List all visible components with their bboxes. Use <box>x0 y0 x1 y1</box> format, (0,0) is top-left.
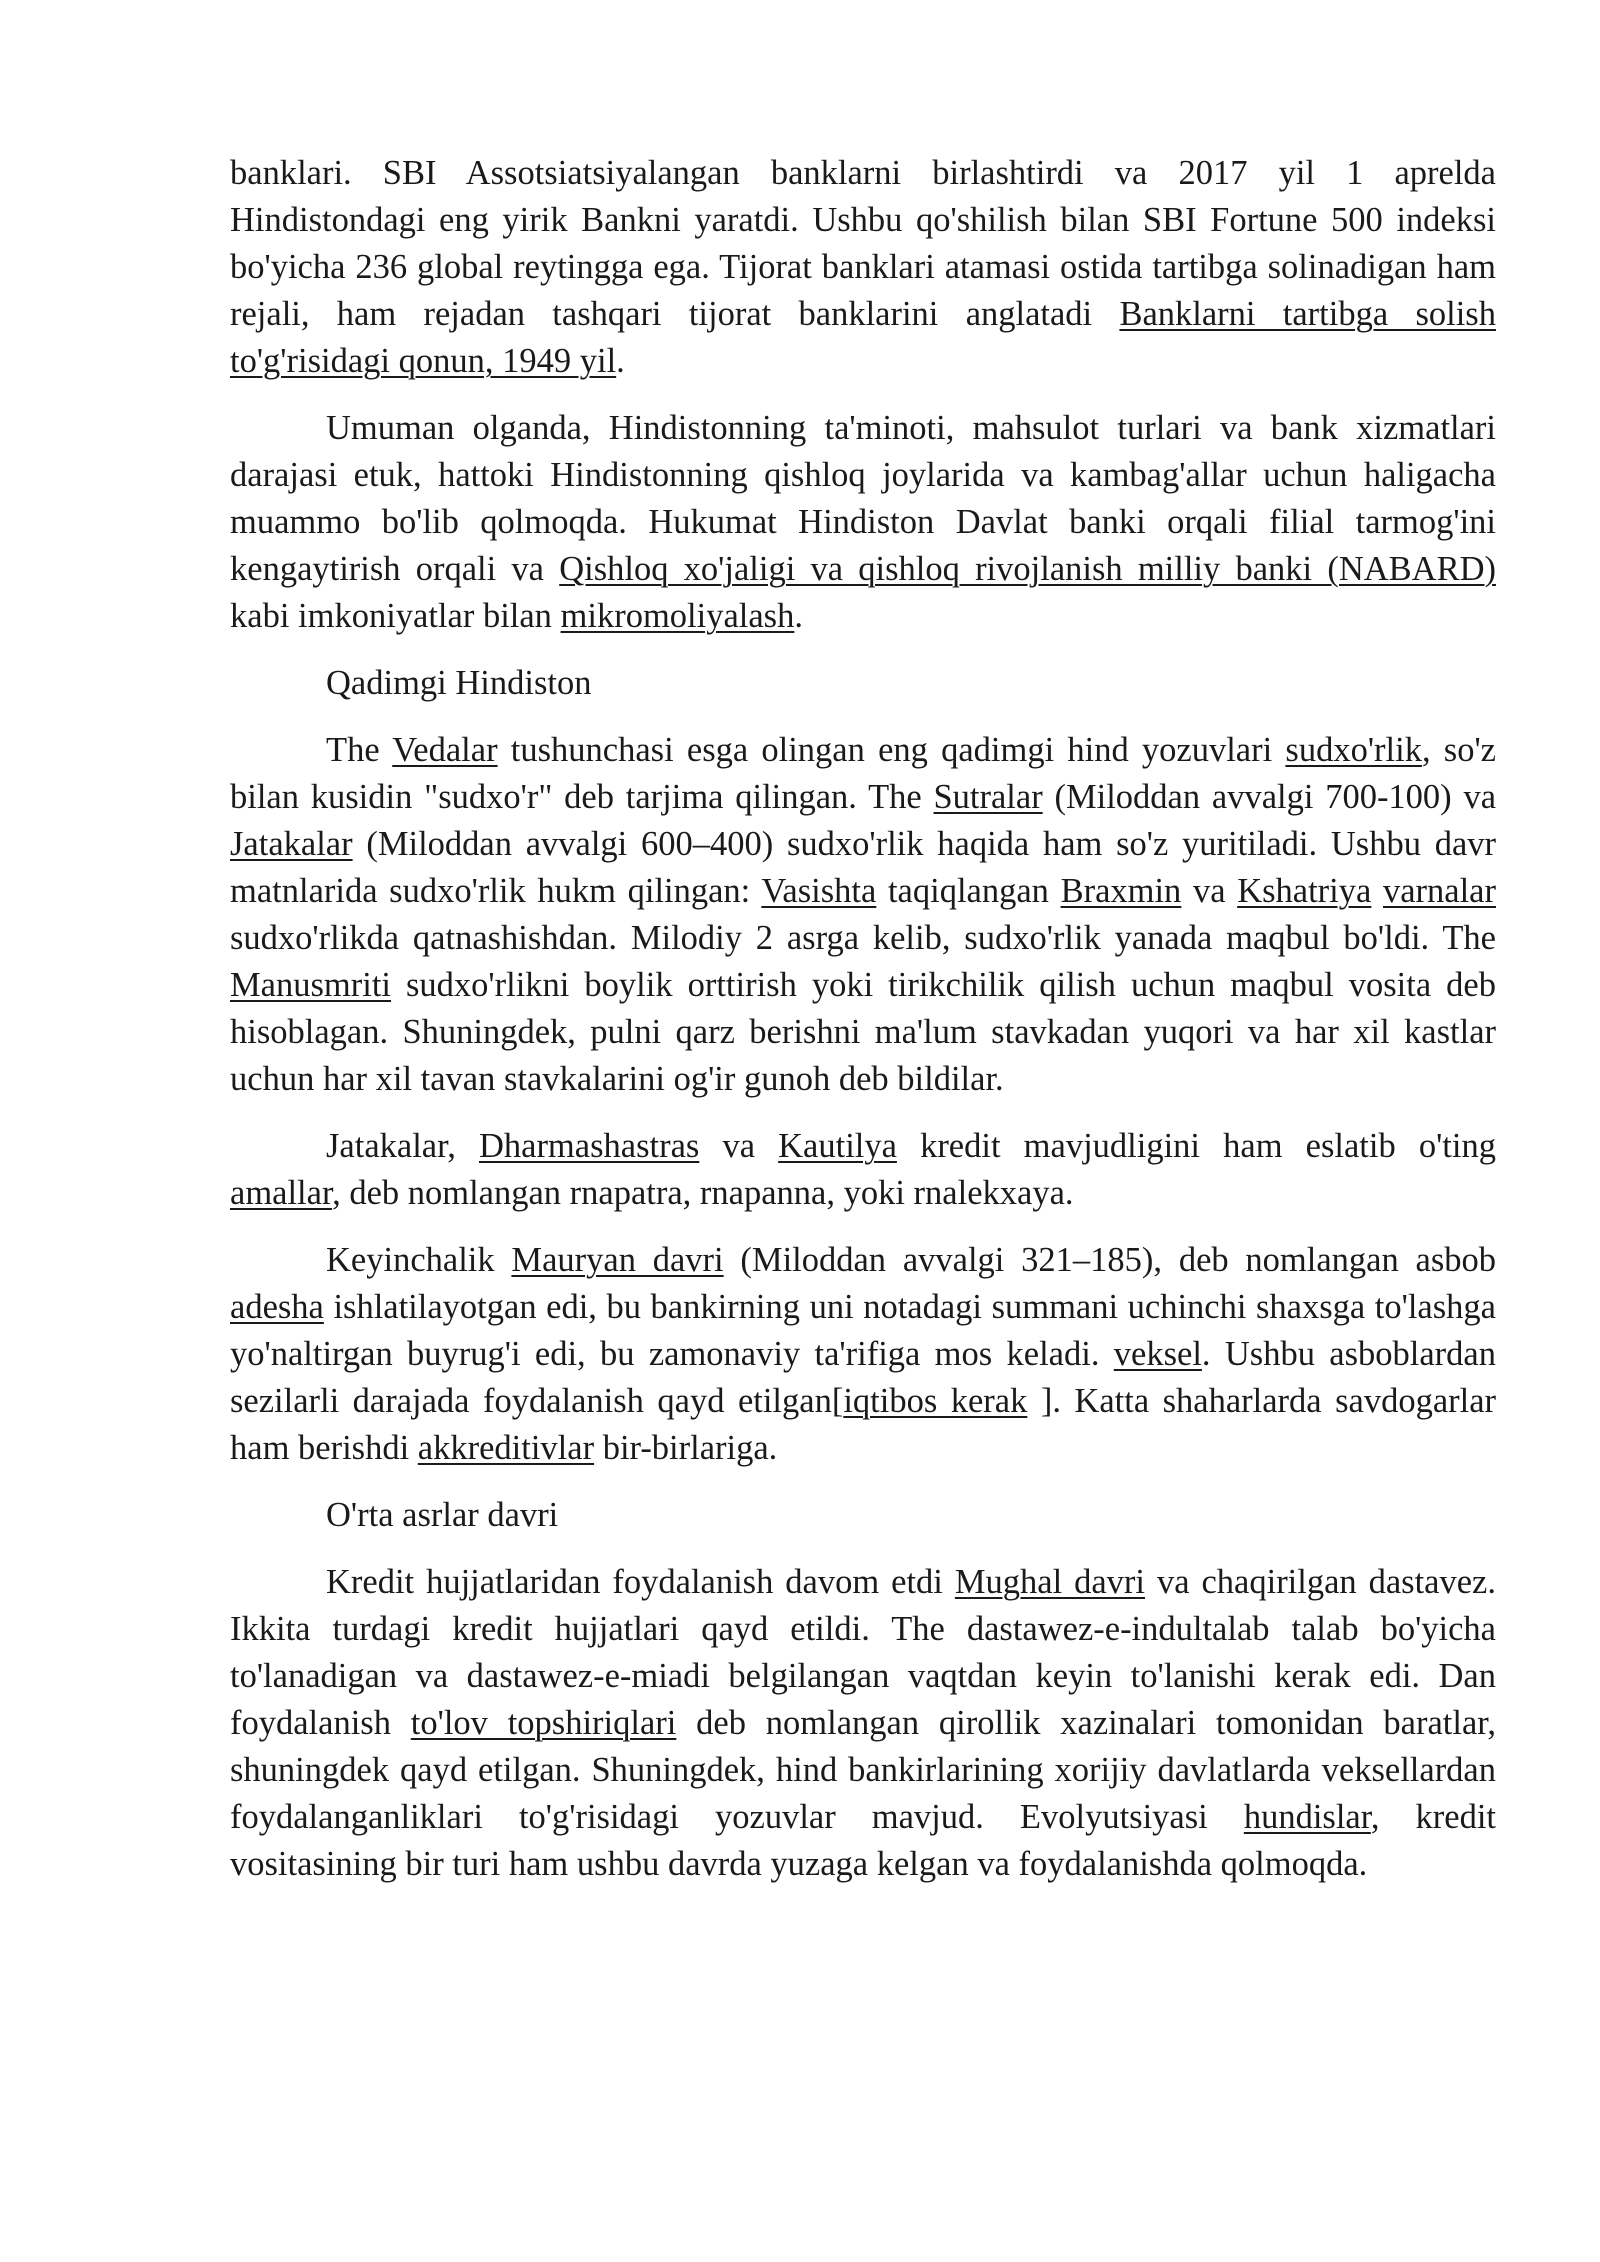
wiki-link[interactable]: Banklarni tartibga solish to'g'risidagi qonun, 1949 yil <box>230 295 1496 380</box>
paragraph <box>230 150 1496 385</box>
text-run: , so'z bilan kusidin "sudxo'r" deb tarjima qilingan. The <box>230 731 1496 816</box>
wiki-link[interactable]: akkreditivlar <box>417 1429 595 1467</box>
text-run: (Miloddan avvalgi 600–400) sudxo'rlik haqida ham so'z yuritiladi. Ushbu davr matnlarida sudxo'rlik hukm qilingan: <box>230 825 1496 910</box>
wiki-link[interactable]: Vedalar <box>392 731 498 769</box>
wiki-link[interactable]: Braxmin <box>1060 872 1182 910</box>
text-run <box>1371 872 1383 910</box>
text-run: (Miloddan avvalgi 700-100) va <box>1042 778 1497 816</box>
paragraph <box>230 405 1496 640</box>
text-run: ]. Katta shaharlarda savdogarlar ham berishdi <box>230 1382 1497 1467</box>
wiki-link[interactable]: Jatakalar <box>230 825 353 863</box>
text-run: . Ushbu asboblardan sezilarli darajada foydalanish qayd etilgan[ <box>230 1335 1496 1420</box>
section-heading <box>230 1492 1496 1539</box>
wiki-link[interactable]: Mauryan davri <box>511 1241 724 1279</box>
text-run: (Miloddan avvalgi 321–185), deb nomlangan asbob <box>723 1241 1497 1279</box>
text-run: sudxo'rlikda qatnashishdan. Milodiy 2 asrga kelib, sudxo'rlik yanada maqbul bo'ldi. The <box>230 919 1496 957</box>
wiki-link[interactable]: Kshatriya <box>1237 872 1372 910</box>
text-run: Jatakalar, <box>326 1127 479 1165</box>
section-heading <box>230 660 1496 707</box>
wiki-link[interactable]: Kautilya <box>778 1127 897 1165</box>
text-run: kredit mavjudligini ham eslatib o'ting <box>896 1127 1496 1165</box>
text-run: va <box>1181 872 1238 910</box>
text-run: . <box>794 597 803 635</box>
text-run: O'rta asrlar davri <box>326 1496 559 1534</box>
text-run: , kredit vositasining bir turi ham ushbu davrda yuzaga kelgan va foydalanishda qolmoqda. <box>230 1798 1496 1883</box>
text-run: The <box>326 731 393 769</box>
paragraph <box>230 1237 1496 1472</box>
wiki-link[interactable]: Qishloq xo'jaligi va qishloq rivojlanish milliy banki (NABARD) <box>559 550 1496 588</box>
text-run: Kredit hujjatlaridan foydalanish davom etdi <box>326 1563 955 1601</box>
text-run: banklari. SBI Assotsiatsiyalangan banklarni birlashtirdi va 2017 yil 1 aprelda Hindistondagi eng yirik Bankni yaratdi. Ushbu qo'shilish bilan SBI Fortune 500 indeksi bo'yicha 236 global reytingga ega. Tijorat banklari atamasi ostida tartibga solinadigan ham rejali, ham rejadan tashqari tijorat banklarini anglatadi <box>230 154 1496 333</box>
text-run: Keyinchalik <box>326 1241 512 1279</box>
paragraph <box>230 727 1496 1103</box>
wiki-link[interactable]: to'lov topshiriqlari <box>410 1704 677 1742</box>
text-run: bir-birlariga. <box>594 1429 778 1467</box>
wiki-link[interactable]: Sutralar <box>933 778 1043 816</box>
wiki-link[interactable]: hundislar <box>1243 1798 1371 1836</box>
text-run: ishlatilayotgan edi, bu bankirning uni notadagi summani uchinchi shaxsga to'lashga yo'naltirgan buyrug'i edi, bu zamonaviy ta'rifiga mos keladi. <box>230 1288 1496 1373</box>
paragraph <box>230 1559 1496 1888</box>
text-run: taqiqlangan <box>876 872 1061 910</box>
wiki-link[interactable]: sudxo'rlik <box>1285 731 1422 769</box>
text-run: . <box>616 342 625 380</box>
wiki-link[interactable]: adesha <box>230 1288 324 1326</box>
wiki-link[interactable]: amallar <box>230 1174 333 1212</box>
text-run: , deb nomlangan rnapatra, rnapanna, yoki rnalekxaya. <box>332 1174 1074 1212</box>
wiki-link[interactable]: iqtibos kerak <box>843 1382 1028 1420</box>
wiki-link[interactable]: Mughal davri <box>954 1563 1146 1601</box>
text-run: tushunchasi esga olingan eng qadimgi hind yozuvlari <box>497 731 1286 769</box>
text-run: Qadimgi Hindiston <box>326 664 592 702</box>
wiki-link[interactable]: mikromoliyalash <box>560 597 795 635</box>
wiki-link[interactable]: Vasishta <box>761 872 877 910</box>
text-run: deb nomlangan qirollik xazinalari tomonidan baratlar, shuningdek qayd etilgan. Shuningdek, hind bankirlarining xorijiy davlatlarda veksellardan foydalanganliklari to'g'risidagi yozuvlar mavjud. Evolyutsiyasi <box>230 1704 1496 1836</box>
wiki-link[interactable]: varnalar <box>1382 872 1496 910</box>
paragraph <box>230 1123 1496 1217</box>
text-run: kabi imkoniyatlar bilan <box>230 597 561 635</box>
wiki-link[interactable]: Dharmashastras <box>478 1127 700 1165</box>
text-run: Umuman olganda, Hindistonning ta'minoti, mahsulot turlari va bank xizmatlari darajasi etuk, hattoki Hindistonning qishloq joylarida va kambag'allar uchun haligacha muammo bo'lib qolmoqda. Hukumat Hindiston Davlat banki orqali filial tarmog'ini kengaytirish orqali va <box>230 409 1496 588</box>
document-page <box>230 150 1496 1908</box>
text-run: sudxo'rlikni boylik orttirish yoki tirikchilik qilish uchun maqbul vosita deb hisoblagan. Shuningdek, pulni qarz berishni ma'lum stavkadan yuqori va har xil kastlar uchun har xil tavan stavkalarini og'ir gunoh deb bildilar. <box>230 966 1496 1098</box>
text-run: va <box>699 1127 779 1165</box>
wiki-link[interactable]: Manusmriti <box>230 966 391 1004</box>
wiki-link[interactable]: veksel <box>1113 1335 1202 1373</box>
text-run: va chaqirilgan dastavez. Ikkita turdagi kredit hujjatlari qayd etildi. The dastawez-e-indultalab talab bo'yicha to'lanadigan va dastawez-e-miadi belgilangan vaqtdan keyin to'lanishi kerak edi. Dan foydalanish <box>230 1563 1496 1742</box>
